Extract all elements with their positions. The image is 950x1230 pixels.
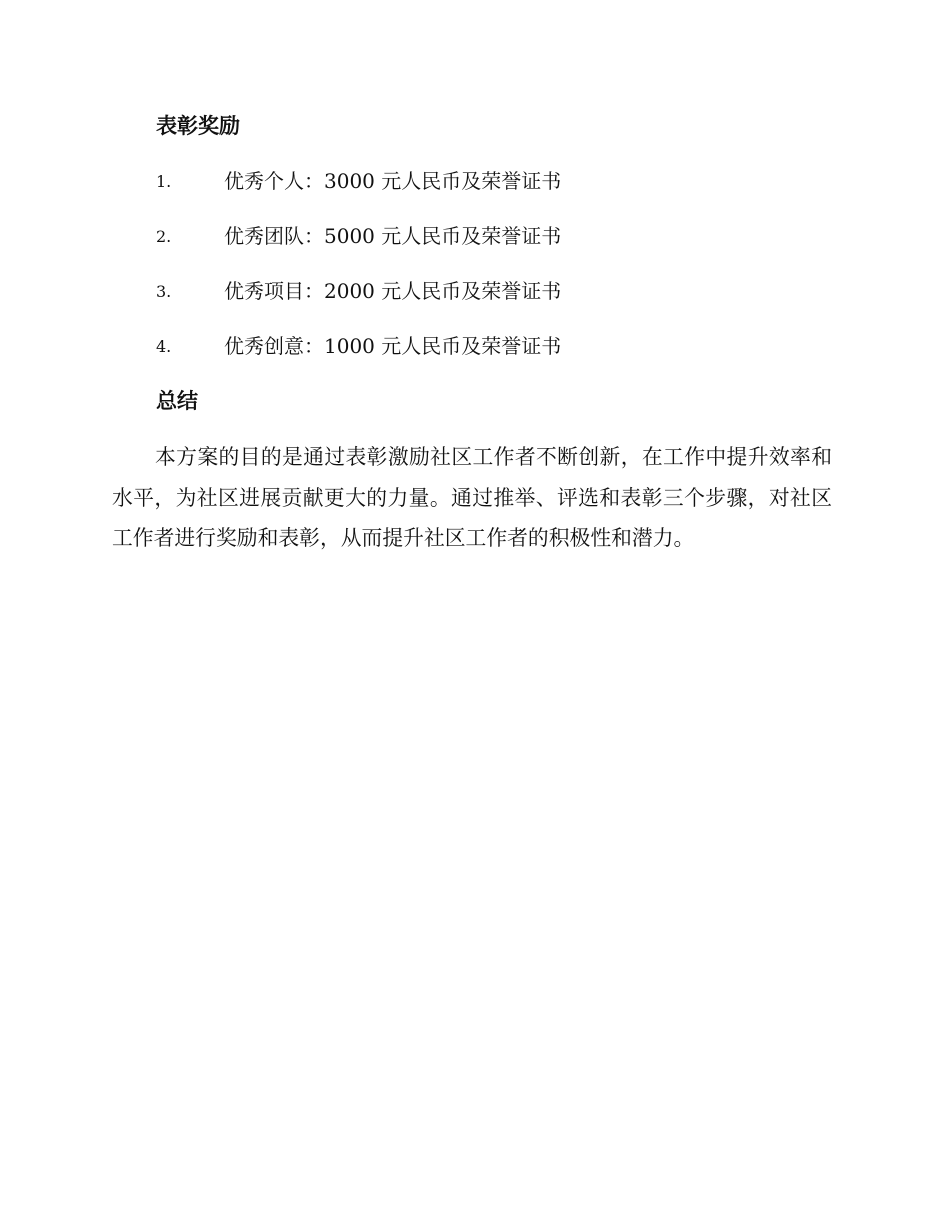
summary-paragraph: 本方案的目的是通过表彰激励社区工作者不断创新，在工作中提升效率和水平，为社区进展贡献更大的力量。通过推举、评选和表彰三个步骤，对社区工作者进行奖励和表彰，从而提升社区工作者的积极性和潜力。: [112, 445, 832, 550]
list-item-number: 3.: [156, 282, 172, 301]
awards-list: [156, 166, 856, 386]
list-item: [156, 166, 856, 221]
list-item-number: 4.: [156, 337, 172, 356]
list-item: [156, 276, 856, 331]
list-item: [156, 221, 856, 276]
awards-heading: 表彰奖励: [156, 114, 240, 138]
list-item-text: 优秀个人：3000 元人民币及荣誉证书: [224, 169, 562, 193]
list-item-text: 优秀团队：5000 元人民币及荣誉证书: [224, 224, 562, 248]
summary-heading: 总结: [156, 389, 198, 413]
list-item-number: 2.: [156, 227, 172, 246]
list-item-text: 优秀项目：2000 元人民币及荣誉证书: [224, 279, 562, 303]
list-item: [156, 331, 856, 386]
list-item-number: 1.: [156, 172, 172, 191]
list-item-text: 优秀创意：1000 元人民币及荣誉证书: [224, 334, 562, 358]
